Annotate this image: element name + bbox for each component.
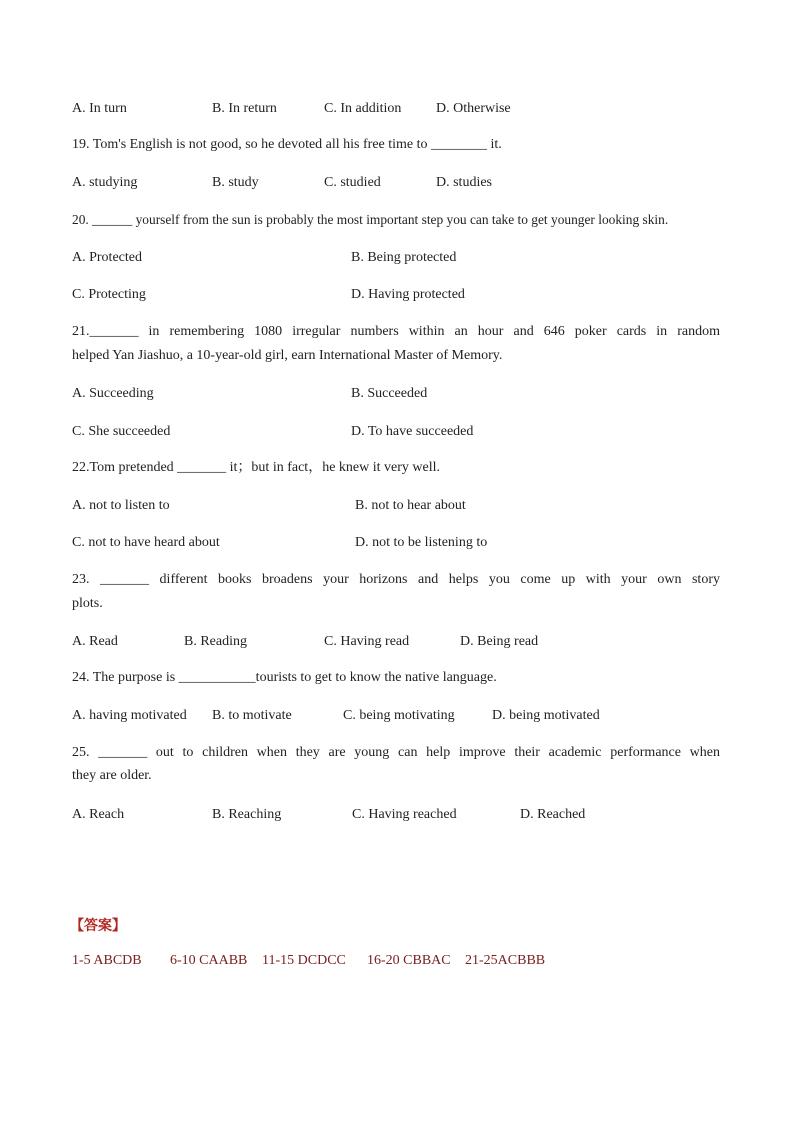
q20-option-d: D. Having protected [351,287,465,302]
q21-option-b: B. Succeeded [351,386,428,401]
q20-stem: 20. ______ yourself from the sun is probably the most important step you can take to get younger looking skin. [72,212,669,227]
q18-option-a: A. In turn [72,101,127,116]
q19-option-b: B. study [212,175,259,190]
q22-option-c: C. not to have heard about [72,535,220,550]
q21-option-a: A. Succeeding [72,386,154,401]
q20-option-c: C. Protecting [72,287,146,302]
q23-option-b: B. Reading [184,634,247,649]
answer-group-11-15: 11-15 DCDCC [262,953,346,968]
q23-option-a: A. Read [72,634,118,649]
q20-option-b: B. Being protected [351,250,457,265]
q19-option-d: D. studies [436,175,492,190]
q19-option-a: A. studying [72,175,138,190]
answer-heading: 【答案】 [70,918,126,934]
q22-option-b: B. not to hear about [355,498,466,513]
q24-option-c: C. being motivating [343,708,455,723]
q22-stem: 22.Tom pretended _______ it；but in fact，he knew it very well. [72,460,440,475]
q19-option-c: C. studied [324,175,381,190]
q21-option-d: D. To have succeeded [351,424,474,439]
q25-option-b: B. Reaching [212,807,282,822]
q19-stem: 19. Tom's English is not good, so he devoted all his free time to ________ it. [72,137,502,152]
q25-option-a: A. Reach [72,807,125,822]
q24-stem: 24. The purpose is ___________tourists to get to know the native language. [72,670,497,685]
q22-option-d: D. not to be listening to [355,535,488,550]
q24-option-a: A. having motivated [72,708,187,723]
q18-option-b: B. In return [212,101,277,116]
q23-stem-line1: 23. _______ different books broadens your horizons and helps you come up with your own story [72,572,720,587]
q22-option-a: A. not to listen to [72,498,170,513]
q21-stem-line2: helped Yan Jiashuo, a 10-year-old girl, earn International Master of Memory. [72,348,503,363]
q25-stem-line2: they are older. [72,768,152,783]
q21-stem-line1: 21._______ in remembering 1080 irregular numbers within an hour and 646 poker cards in random [72,324,720,339]
q23-option-c: C. Having read [324,634,410,649]
q23-stem-line2: plots. [72,596,103,611]
q20-option-a: A. Protected [72,250,142,265]
answer-group-21-25: 21-25ACBBB [465,953,546,968]
answer-group-1-5: 1-5 ABCDB [72,953,142,968]
q25-option-d: D. Reached [520,807,586,822]
q25-stem-line1: 25. _______ out to children when they are young can help improve their academic performance when [72,745,720,760]
q25-option-c: C. Having reached [352,807,457,822]
q18-option-c: C. In addition [324,101,402,116]
q21-option-c: C. She succeeded [72,424,171,439]
answer-group-16-20: 16-20 CBBAC [367,953,451,968]
q23-option-d: D. Being read [460,634,539,649]
q24-option-d: D. being motivated [492,708,600,723]
q18-option-d: D. Otherwise [436,101,511,116]
answer-group-6-10: 6-10 CAABB [170,953,248,968]
q24-option-b: B. to motivate [212,708,292,723]
